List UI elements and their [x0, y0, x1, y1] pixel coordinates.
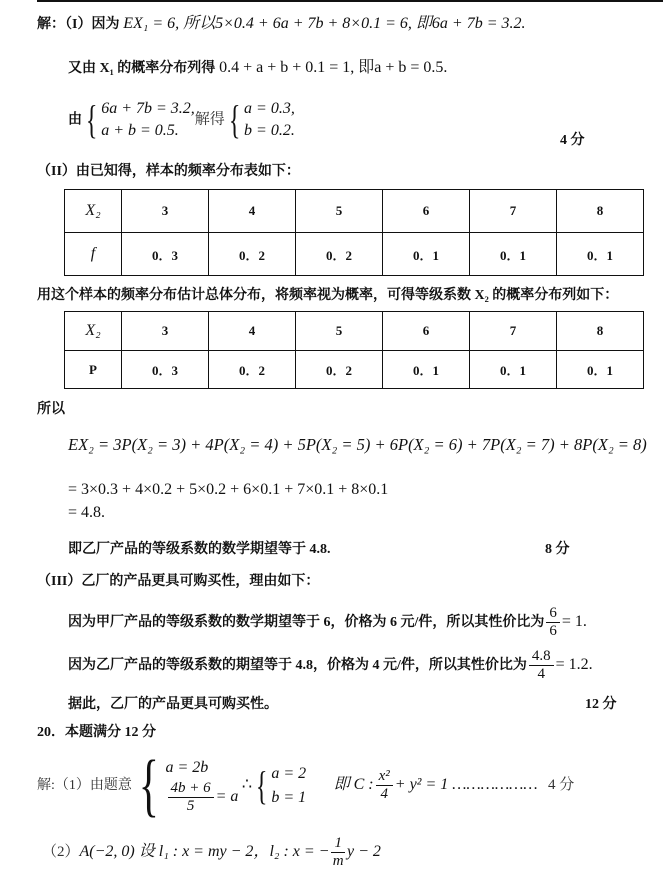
table-row	[65, 233, 644, 276]
q20-part2	[42, 832, 381, 872]
eq: a = 0.3,	[244, 100, 295, 117]
header-cell: X₂	[65, 190, 122, 233]
math: 0.4 + a + b + 0.1 = 1, 即a + b = 0.5.	[219, 59, 448, 76]
brace-icon: {	[85, 97, 98, 142]
eq: b = 1	[271, 788, 307, 806]
score: 8 分	[545, 542, 570, 557]
tail: = a	[215, 788, 239, 806]
math: y − 2	[346, 843, 381, 860]
cell: 0．2	[296, 351, 383, 389]
header-cell: X₂	[65, 312, 122, 351]
fraction	[529, 648, 554, 683]
header-cell: 8	[557, 190, 644, 233]
so-label: 所以	[37, 402, 65, 417]
tail: = 1.	[561, 613, 587, 630]
table-row	[65, 312, 644, 351]
brace-icon: {	[138, 746, 159, 824]
header-cell: 8	[557, 312, 644, 351]
header-cell: 6	[383, 312, 470, 351]
cell: 0．1	[383, 351, 470, 389]
cell: 0．2	[209, 233, 296, 276]
part2-sentence: 用这个样本的频率分布估计总体分布，将频率视为概率，可得等级系数 X₂ 的概率分布列如下：	[37, 288, 619, 303]
tail: = 1.2.	[555, 656, 593, 673]
system	[271, 762, 306, 810]
math: l₂ : x = −	[269, 843, 330, 860]
cell: 0．2	[209, 351, 296, 389]
therefore-symbol: ∴	[241, 776, 253, 793]
ellipse-tail: + y² = 1 ………………	[394, 776, 538, 793]
label: （2）	[42, 844, 80, 860]
system-2	[244, 98, 295, 142]
cell: 0．1	[557, 351, 644, 389]
part2-conclusion: 即乙厂产品的等级系数的数学期望等于 4.8.	[68, 542, 331, 557]
system	[166, 756, 239, 815]
label: 解:（1）由题意	[37, 778, 132, 793]
part3-heading: （III）乙厂的产品更具可购买性，理由如下：	[37, 574, 320, 589]
part2-heading: （II）由已知得，样本的频率分布表如下：	[37, 164, 300, 179]
label: 解：（I）因为	[37, 17, 120, 32]
header-cell: 7	[470, 312, 557, 351]
header-cell: 5	[296, 312, 383, 351]
q20-part1	[37, 746, 538, 824]
numerator: x²	[376, 768, 393, 786]
cell: 0．1	[383, 233, 470, 276]
cell: 0．1	[470, 351, 557, 389]
expectation-formula: EX₂ = 3P(X₂ = 3) + 4P(X₂ = 4) + 5P(X₂ = 5) + 6P(X₂ = 6) + 7P(X₂ = 7) + 8P(X₂ = 8)	[68, 435, 647, 454]
score: 4 分	[548, 777, 575, 793]
ellipse-label: 即 C :	[333, 776, 374, 793]
calc-line: = 3×0.3 + 4×0.2 + 5×0.2 + 6×0.1 + 7×0.1 + 8×0.1	[68, 481, 389, 498]
table-row	[65, 190, 644, 233]
row-label: f	[65, 233, 122, 276]
table-row	[65, 351, 644, 389]
header-cell: 4	[209, 190, 296, 233]
part1-line2	[68, 58, 447, 79]
part3-line1	[68, 604, 587, 641]
part3-line3: 据此，乙厂的产品更具可购买性。	[68, 697, 278, 712]
eq: a + b = 0.5.	[101, 122, 179, 139]
brace-icon: {	[228, 97, 241, 142]
cell: 0．1	[470, 233, 557, 276]
fraction	[376, 768, 393, 803]
label: 又由 X₁ 的概率分布列得	[68, 61, 216, 76]
header-cell: 7	[470, 190, 557, 233]
part3-line2	[68, 647, 593, 684]
part1-line1	[37, 14, 526, 35]
denominator: 5	[186, 798, 195, 815]
numerator: 6	[546, 605, 560, 623]
system-1	[101, 98, 195, 142]
score: 12 分	[585, 697, 617, 712]
eq: a = 2	[271, 764, 307, 782]
cell: 0．3	[122, 351, 209, 389]
header-cell: 3	[122, 190, 209, 233]
label: 由	[68, 112, 82, 128]
fraction	[546, 605, 560, 640]
eq: b = 0.2.	[244, 122, 295, 139]
cell: 0．1	[557, 233, 644, 276]
numerator: 1	[331, 835, 345, 853]
eq: a = 2b	[165, 759, 209, 777]
brace-icon: {	[255, 762, 268, 808]
solve-word: 解得	[194, 111, 225, 128]
row-label: P	[65, 351, 122, 389]
eq: 6a + 7b = 3.2,	[101, 100, 195, 117]
math: EX₁ = 6, 所以5×0.4 + 6a + 7b + 8×0.1 = 6, 即6a + 7b = 3.2.	[123, 15, 526, 32]
fraction	[168, 780, 214, 815]
frequency-table	[64, 189, 644, 276]
text: 因为甲厂产品的等级系数的数学期望等于 6，价格为 6 元/件，所以其性价比为	[68, 615, 545, 630]
result-line: = 4.8.	[68, 504, 106, 521]
text: 因为乙厂产品的等级系数的期望等于 4.8，价格为 4 元/件，所以其性价比为	[68, 658, 527, 673]
header-cell: 6	[383, 190, 470, 233]
header-cell: 4	[209, 312, 296, 351]
numerator: 4b + 6	[168, 780, 214, 798]
denominator: m	[332, 853, 344, 870]
fraction	[331, 835, 345, 870]
header-cell: 3	[122, 312, 209, 351]
top-rule	[37, 0, 663, 2]
denominator: 4	[380, 786, 388, 803]
probability-table	[64, 311, 644, 389]
q20-heading: 20．本题满分 12 分	[37, 725, 156, 740]
cell: 0．2	[296, 233, 383, 276]
part1-system	[68, 98, 295, 142]
denominator: 6	[549, 623, 557, 640]
score: 4 分	[560, 133, 585, 148]
header-cell: 5	[296, 190, 383, 233]
numerator: 4.8	[529, 648, 554, 666]
cell: 0．3	[122, 233, 209, 276]
denominator: 4	[537, 666, 546, 683]
math: A(−2, 0) 设 l₁ : x = my − 2，	[79, 843, 270, 860]
